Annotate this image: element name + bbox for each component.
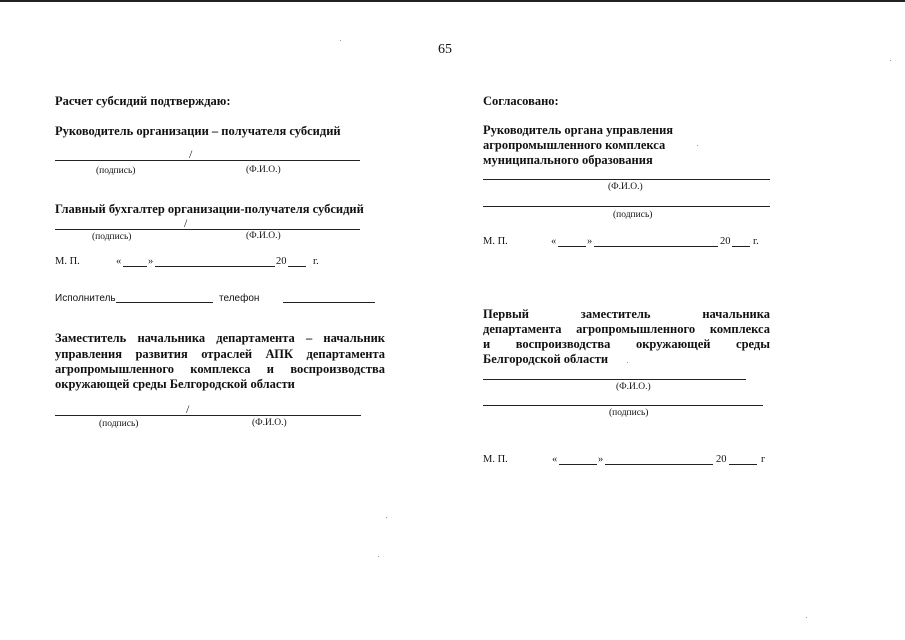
right-day-line [558, 246, 586, 247]
right-date-quote-close: » [587, 236, 593, 247]
deputy-signature-caption: (подпись) [99, 419, 139, 429]
right-date-quote-open-2: « [552, 454, 558, 465]
right-month-line-2 [605, 464, 713, 465]
accountant-title: Главный бухгалтер организации-получателя субсидий [55, 202, 364, 216]
executor-label: Исполнитель [55, 293, 116, 304]
first-deputy-signature-caption: (подпись) [609, 408, 649, 418]
right-year-prefix-2: 20 [716, 454, 727, 465]
scan-speck [806, 617, 807, 618]
accountant-signature-caption: (подпись) [92, 232, 132, 242]
right-date-quote-close-2: » [598, 454, 604, 465]
right-date-quote-open: « [551, 236, 557, 247]
deputy-signature-line [55, 415, 361, 416]
municipal-title-line: муниципального образования [483, 153, 653, 167]
left-heading: Расчет субсидий подтверждаю: [55, 94, 231, 108]
deputy-title-line: окружающей среды Белгородской области [55, 377, 295, 391]
phone-line [283, 302, 375, 303]
first-deputy-title-line: Белгородской области [483, 352, 609, 366]
right-heading: Согласовано: [483, 94, 559, 108]
deputy-title-line: управления развития отраслей АПК департамента [55, 347, 385, 361]
deputy-fio-caption: (Ф.И.О.) [252, 418, 287, 428]
municipal-title-line: агропромышленного комплекса [483, 138, 666, 152]
first-deputy-title-line: департамента агропромышленного комплекса [483, 322, 770, 336]
right-stamp-label: М. П. [483, 236, 508, 247]
right-year-suffix: г. [753, 236, 759, 247]
scan-speck [386, 517, 387, 518]
left-year-prefix: 20 [276, 256, 287, 267]
municipal-fio-caption: (Ф.И.О.) [608, 182, 643, 192]
accountant-slash: / [184, 216, 188, 230]
top-edge-line [0, 0, 905, 2]
municipal-signature-line [483, 206, 770, 207]
page-number: 65 [438, 42, 452, 57]
executor-line [116, 302, 213, 303]
scan-speck [627, 362, 628, 363]
right-year-suffix-2: г [761, 454, 766, 465]
left-month-line [155, 266, 275, 267]
accountant-signature-line [55, 229, 360, 230]
right-day-line-2 [559, 464, 597, 465]
head-fio-caption: (Ф.И.О.) [246, 165, 281, 175]
head-signature-line [55, 160, 360, 161]
right-year-line [732, 246, 750, 247]
left-day-line [123, 266, 147, 267]
right-year-line-2 [729, 464, 757, 465]
left-stamp-label: М. П. [55, 256, 80, 267]
accountant-fio-caption: (Ф.И.О.) [246, 231, 281, 241]
phone-label: телефон [219, 293, 260, 304]
first-deputy-signature-line [483, 405, 763, 406]
head-title: Руководитель организации – получателя субсидий [55, 124, 341, 138]
first-deputy-fio-caption: (Ф.И.О.) [616, 382, 651, 392]
head-slash: / [189, 147, 193, 161]
scan-speck [697, 145, 698, 146]
first-deputy-title-line: и воспроизводства окружающей среды [483, 337, 770, 351]
scan-speck [378, 556, 379, 557]
municipal-signature-caption: (подпись) [613, 210, 653, 220]
scan-speck [340, 40, 341, 41]
deputy-slash: / [186, 402, 190, 416]
deputy-title-line: Заместитель начальника департамента – начальник [55, 331, 385, 345]
scan-speck [890, 60, 891, 61]
right-year-prefix: 20 [720, 236, 731, 247]
first-deputy-title-line: Первый заместитель начальника [483, 307, 770, 321]
first-deputy-fio-line [483, 379, 746, 380]
deputy-title-line: агропромышленного комплекса и воспроизводства [55, 362, 385, 376]
left-year-suffix: г. [313, 256, 319, 267]
left-date-quote-close: » [148, 256, 154, 267]
left-date-quote-open: « [116, 256, 122, 267]
head-signature-caption: (подпись) [96, 166, 136, 176]
municipal-fio-line [483, 179, 770, 180]
left-year-line [288, 266, 306, 267]
municipal-title-line: Руководитель органа управления [483, 123, 674, 137]
right-month-line [594, 246, 718, 247]
right-stamp-label-2: М. П. [483, 454, 508, 465]
